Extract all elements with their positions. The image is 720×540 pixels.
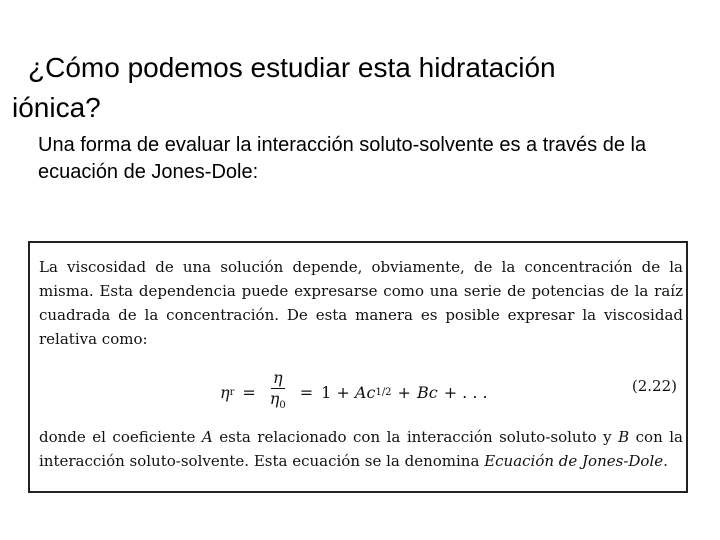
- coef-a-symbol: A: [354, 382, 367, 402]
- slide-title: [12, 48, 702, 128]
- p2-equation-name: Ecuación de Jones-Dole: [484, 452, 664, 470]
- equals-sign-2: =: [299, 382, 314, 402]
- conc-a-symbol: c: [366, 382, 376, 402]
- equation-number: (2.22): [631, 377, 677, 395]
- p2-coef-a: A: [201, 428, 213, 446]
- eta-r-symbol: η: [220, 382, 230, 402]
- series-ellipsis: + . . .: [443, 382, 488, 402]
- fraction-denominator: [268, 389, 288, 415]
- viscosity-ratio-fraction: [268, 369, 288, 415]
- slide-title-line2: iónica?: [12, 92, 101, 123]
- equals-sign-1: =: [242, 382, 256, 402]
- excerpt-paragraph-1: La viscosidad de una solución depende, obviamente, de la concentración de la misma. Esta dependencia puede expresarse como una serie de potencias de la raíz cuadrada de la concentración. De esta manera es posible expresar la viscosidad relativa como:: [39, 258, 683, 348]
- jones-dole-equation: [220, 369, 488, 415]
- conc-b-symbol: c: [428, 382, 438, 402]
- intro-text: Una forma de evaluar la interacción soluto-solvente es a través de la ecuación de Jones-Dole:: [38, 134, 647, 183]
- book-excerpt-box: [28, 241, 688, 493]
- p2-text-before: donde el coeficiente: [39, 428, 196, 446]
- p2-text-after: con la interacción soluto-solvente. Esta ecuación se la denomina: [39, 428, 683, 470]
- fraction-numerator: η: [272, 368, 283, 387]
- rhs-one-plus: 1 +: [321, 382, 350, 402]
- p2-coef-b: B: [618, 428, 630, 446]
- eta-0-subscript: 0: [279, 400, 286, 412]
- plus-sign: +: [397, 382, 411, 402]
- exponent-half: 1/2: [375, 386, 392, 398]
- p2-text-middle: esta relacionado con la interacción soluto-soluto y: [219, 428, 612, 446]
- excerpt-paragraph-2: [39, 425, 683, 473]
- eta-0-symbol: η: [269, 389, 280, 408]
- p2-period: .: [663, 452, 668, 470]
- eta-r-subscript: r: [229, 386, 235, 398]
- slide-title-line1: ¿Cómo podemos estudiar esta hidratación: [28, 52, 556, 83]
- coef-b-symbol: B: [416, 382, 429, 402]
